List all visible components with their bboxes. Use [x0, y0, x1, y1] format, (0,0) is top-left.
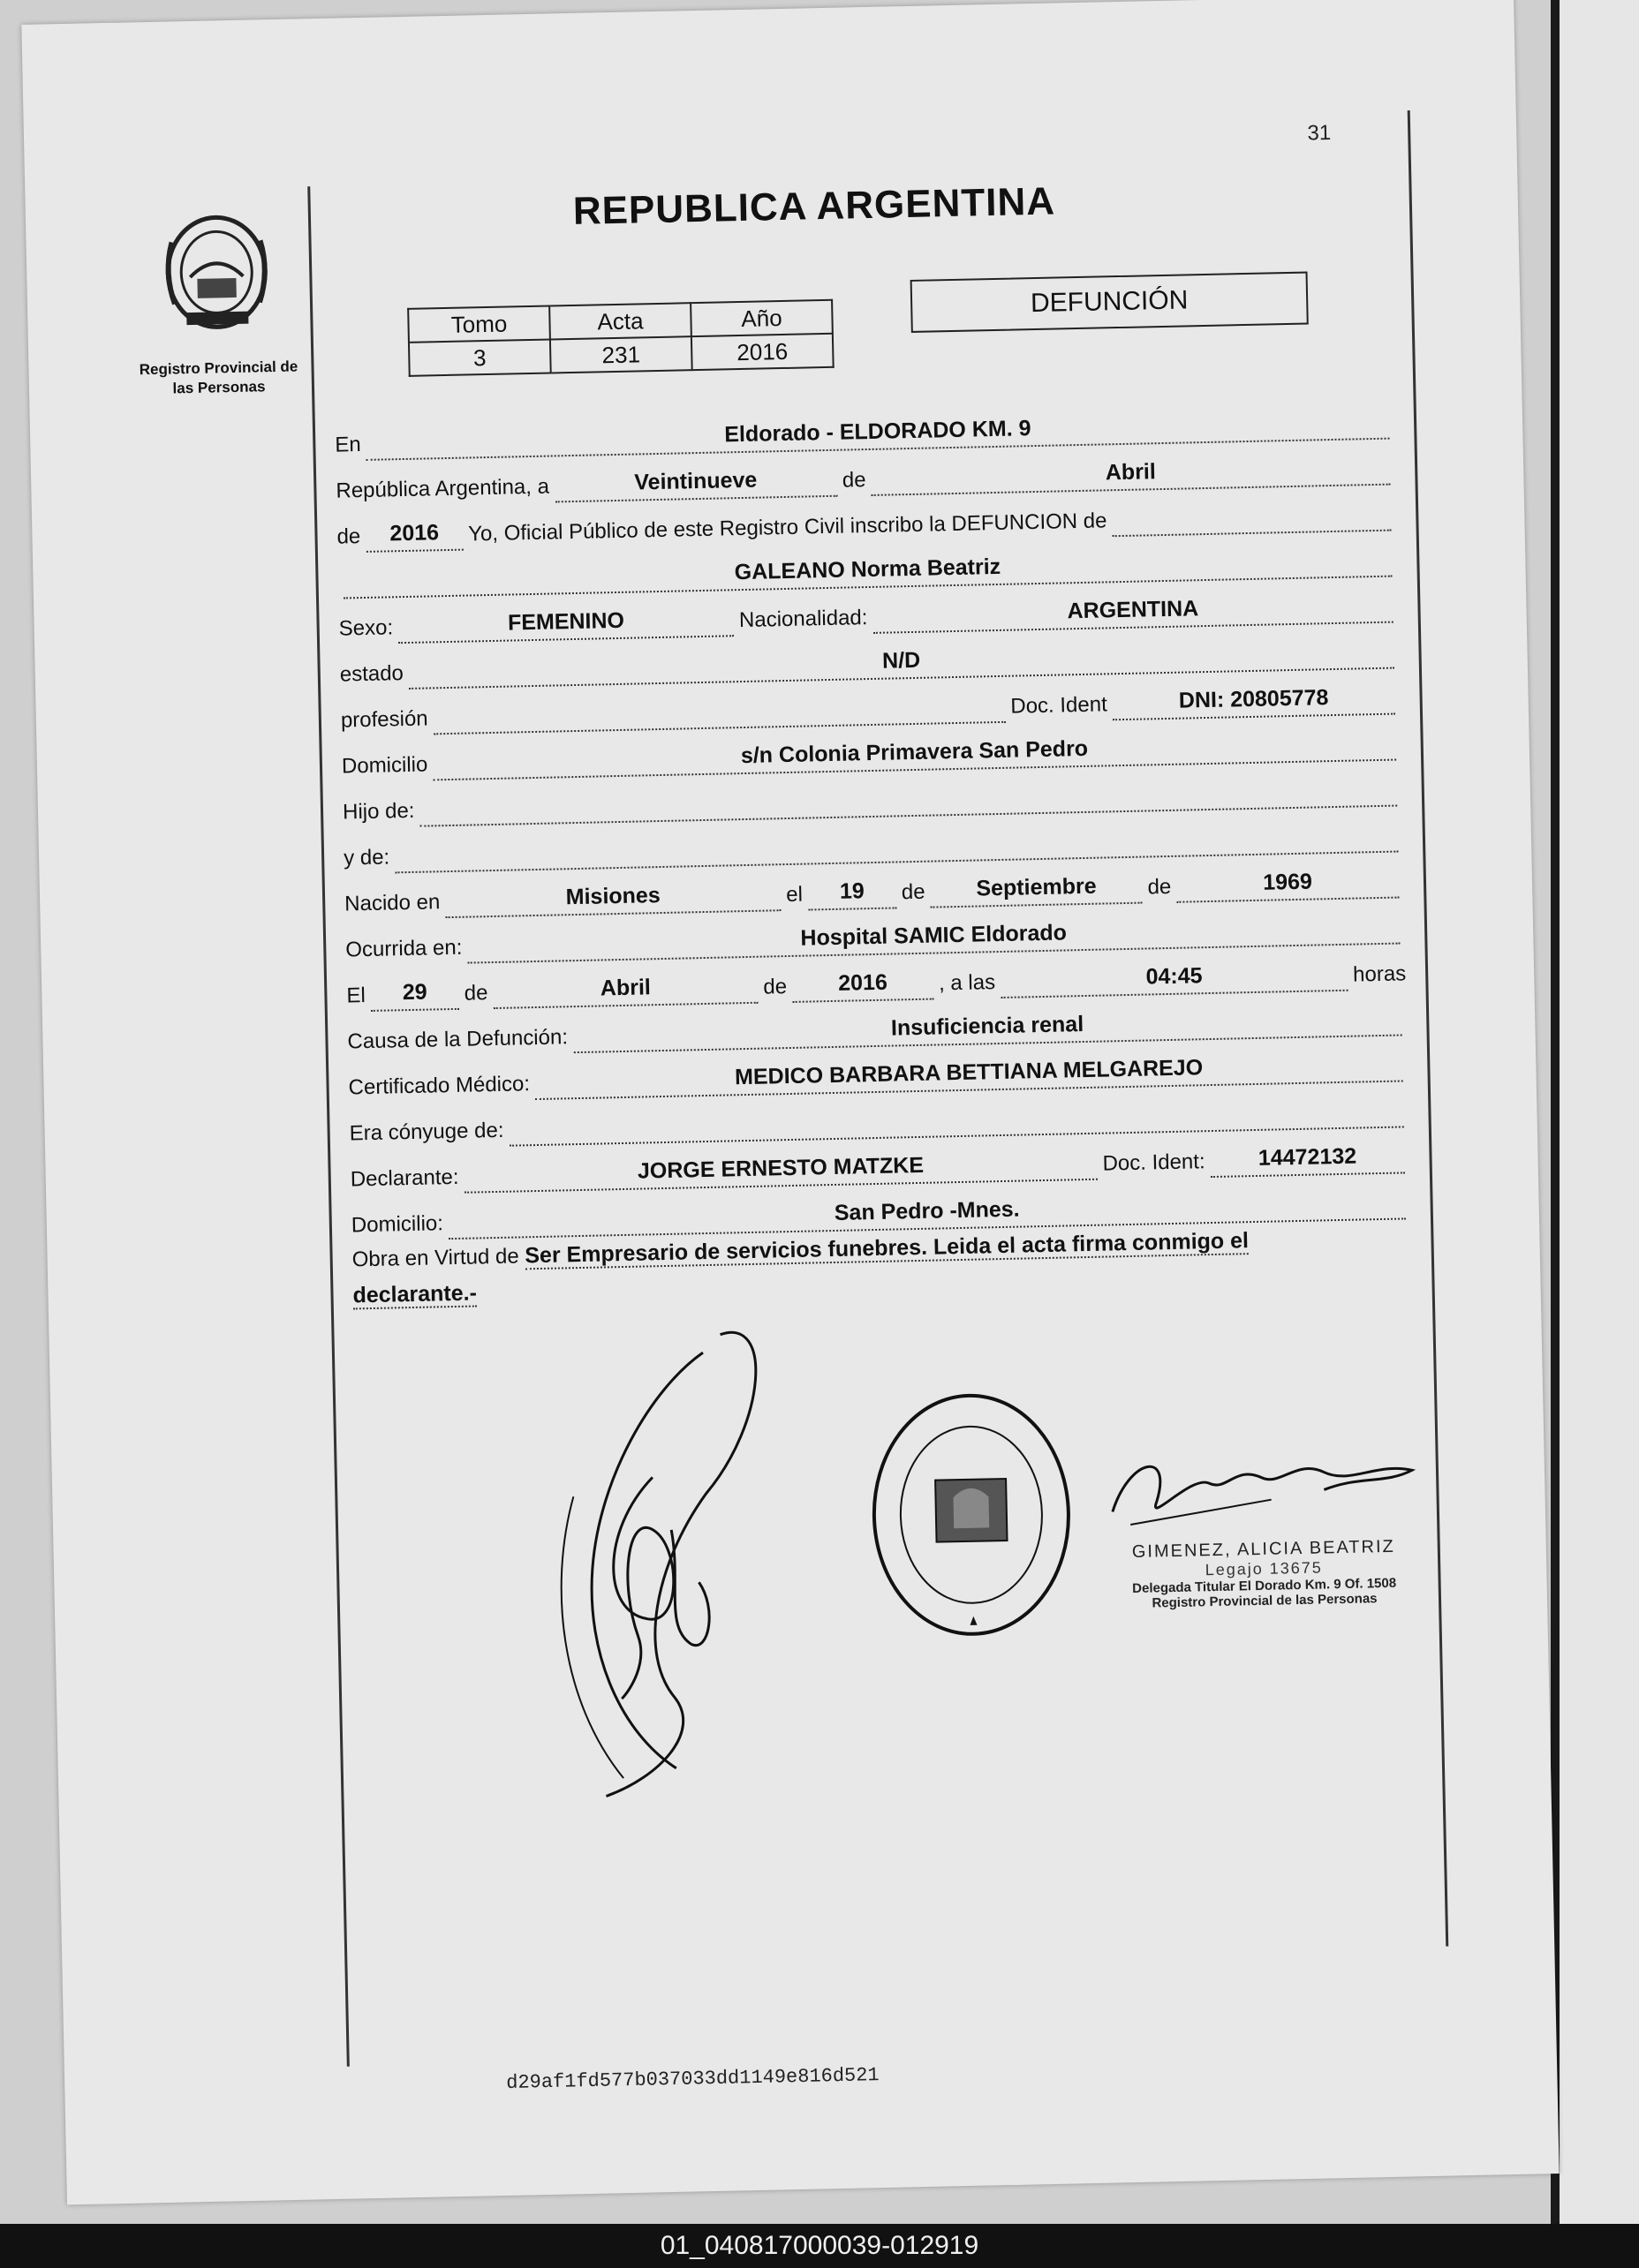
- declarante-doc-value: 14472132: [1258, 1143, 1357, 1171]
- birth-year-field: [1176, 867, 1400, 903]
- estado-value: N/D: [881, 647, 921, 674]
- death-year-value: 2016: [837, 969, 888, 996]
- deceased-name: GALEANO Norma Beatriz: [734, 554, 1001, 585]
- de-label-5: de: [464, 981, 488, 1006]
- profesion-label: profesión: [340, 706, 428, 733]
- official-legajo: Legajo 13675: [1205, 1558, 1323, 1579]
- official-name: GIMENEZ, ALICIA BEATRIZ: [1131, 1536, 1395, 1563]
- record-type-box: DEFUNCIÓN: [910, 272, 1309, 333]
- causa-label: Causa de la Defunción:: [347, 1025, 569, 1054]
- obra-value-continuation: declarante.-: [352, 1280, 478, 1308]
- ocurrida-value: Hospital SAMIC Eldorado: [800, 920, 1068, 951]
- ref-value-acta: 231: [550, 336, 692, 373]
- declarante-value: JORGE ERNESTO MATZKE: [637, 1152, 925, 1184]
- birth-month-field: [930, 872, 1143, 908]
- yde-label: y de:: [343, 845, 390, 870]
- day-word-value: Veintinueve: [634, 467, 758, 495]
- en-label: En: [335, 433, 362, 457]
- death-record-form: [335, 394, 1413, 1315]
- horas-label: horas: [1352, 961, 1407, 987]
- inscribo-text: Yo, Oficial Público de este Registro Civil inscribo la DEFUNCION de: [467, 509, 1107, 546]
- year-field: [366, 519, 464, 553]
- document-hash: d29af1fd577b037033dd1149e816d521: [506, 2064, 880, 2094]
- file-id-bar: [0, 2224, 1639, 2268]
- ref-header-tomo: Tomo: [408, 306, 550, 343]
- tomo-acta-ano-table: [407, 299, 835, 377]
- republica-label: República Argentina, a: [336, 474, 550, 503]
- birth-day-field: [808, 877, 897, 910]
- official-registro: Registro Provincial de las Personas: [1152, 1591, 1378, 1611]
- hijo-label: Hijo de:: [342, 798, 415, 825]
- declarante-signature-icon: [543, 1315, 801, 1815]
- obra-value: Ser Empresario de servicios funebres. Leida el acta firma conmigo el: [525, 1228, 1250, 1269]
- registry-logo-block: [114, 204, 321, 400]
- file-id: 01_040817000039-012919: [660, 2231, 979, 2260]
- registry-round-stamp-icon: [863, 1380, 1080, 1649]
- domicilio2-value: San Pedro -Mnes.: [834, 1196, 1020, 1225]
- domicilio-value: s/n Colonia Primavera San Pedro: [740, 735, 1089, 769]
- sexo-label: Sexo:: [338, 615, 394, 641]
- death-time-value: 04:45: [1145, 963, 1203, 990]
- death-month-value: Abril: [600, 975, 652, 1001]
- nacido-label: Nacido en: [344, 890, 441, 916]
- registro-caption: [117, 357, 321, 400]
- document-title: REPUBLICA ARGENTINA: [572, 179, 1056, 233]
- doc-ident-label: Doc. Ident: [1010, 692, 1107, 719]
- de-label-2: de: [336, 524, 361, 549]
- declarante-label: Declarante:: [350, 1164, 459, 1192]
- certificate-paper: [21, 0, 1559, 2204]
- en-value: Eldorado - ELDORADO KM. 9: [723, 416, 1031, 448]
- death-year-field: [792, 968, 934, 1003]
- declarante-doc-label: Doc. Ident:: [1102, 1149, 1205, 1176]
- El-label: El: [346, 983, 366, 1008]
- obra-label: Obra en Virtud de: [351, 1244, 519, 1272]
- death-day-value: 29: [402, 979, 427, 1006]
- death-day-field: [370, 978, 459, 1012]
- domicilio2-label: Domicilio:: [351, 1211, 444, 1238]
- estado-label: estado: [339, 661, 404, 687]
- certificado-label: Certificado Médico:: [348, 1072, 531, 1100]
- causa-value: Insuficiencia renal: [890, 1012, 1084, 1041]
- registro-caption-line2: las Personas: [172, 378, 266, 397]
- nacido-value: Misiones: [565, 883, 661, 910]
- provincia-misiones-seal-icon: [154, 205, 280, 340]
- month-value: Abril: [1105, 459, 1157, 486]
- birth-day-value: 19: [839, 878, 865, 904]
- birth-year-value: 1969: [1262, 869, 1313, 895]
- ref-value-tomo: 3: [409, 340, 551, 376]
- right-margin-rule: [1408, 110, 1449, 1947]
- ref-value-ano: 2016: [691, 334, 834, 370]
- registro-caption-line1: Registro Provincial de: [139, 358, 298, 379]
- birth-month-value: Septiembre: [976, 873, 1097, 901]
- sexo-value: FEMENINO: [507, 607, 625, 636]
- el-label: el: [785, 882, 804, 908]
- de-label-4: de: [1147, 874, 1172, 900]
- page-number: 31: [1307, 120, 1332, 146]
- doc-ident-value: DNI: 20805778: [1178, 685, 1329, 713]
- conyuge-label: Era cónyuge de:: [349, 1118, 504, 1146]
- official-signature-block: [1076, 1435, 1450, 1613]
- ref-header-ano: Año: [691, 300, 833, 336]
- year-value: 2016: [389, 520, 440, 546]
- de-label-3: de: [901, 879, 925, 905]
- ref-header-acta: Acta: [549, 303, 691, 339]
- nacionalidad-label: Nacionalidad:: [738, 606, 868, 633]
- ocurrida-label: Ocurrida en:: [345, 935, 463, 962]
- de-label-6: de: [763, 975, 788, 999]
- declarante-doc-field: [1210, 1142, 1405, 1178]
- certificado-value: MEDICO BARBARA BETTIANA MELGAREJO: [734, 1055, 1204, 1090]
- official-signature-icon: [1093, 1435, 1431, 1539]
- alas-label: , a las: [938, 970, 996, 996]
- de-label-1: de: [842, 468, 866, 493]
- official-role: Delegada Titular El Dorado Km. 9 Of. 1508: [1132, 1575, 1397, 1597]
- nacionalidad-value: ARGENTINA: [1067, 596, 1199, 624]
- domicilio-label: Domicilio: [341, 752, 428, 779]
